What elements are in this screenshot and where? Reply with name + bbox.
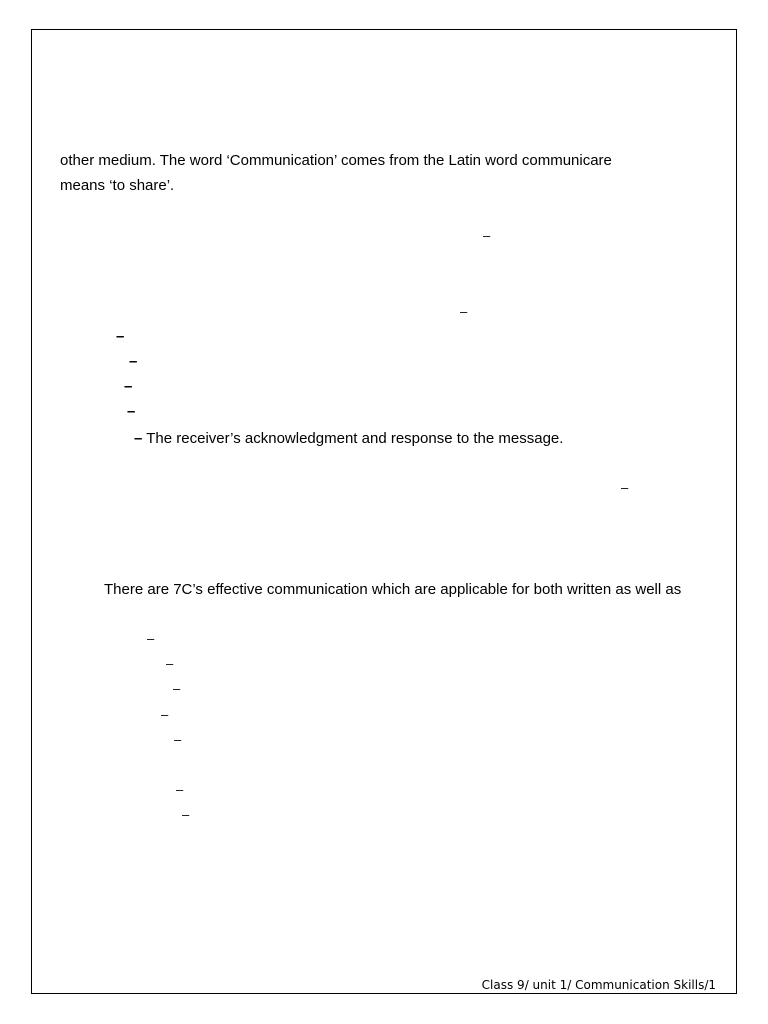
dash-marker: – bbox=[124, 378, 133, 395]
body-text-line: other medium. The word ‘Communication’ comes from the Latin word communicare bbox=[60, 152, 612, 169]
dash-marker: – bbox=[173, 681, 181, 696]
seven-cs-intro: There are 7C’s effective communication which are applicable for both written as well as bbox=[104, 581, 682, 598]
dash-marker: – bbox=[621, 480, 629, 495]
dash-marker: – bbox=[129, 353, 138, 370]
dash-marker: – bbox=[161, 707, 169, 722]
body-text-line: means ‘to share’. bbox=[60, 177, 175, 194]
page-footer: Class 9/ unit 1/ Communication Skills/1 bbox=[481, 978, 716, 992]
dash-marker: – bbox=[460, 304, 468, 319]
dash-marker: – bbox=[134, 430, 143, 447]
dash-marker: – bbox=[116, 328, 125, 345]
response-list-item bbox=[134, 430, 563, 448]
dash-marker: – bbox=[483, 228, 491, 243]
dash-marker: – bbox=[127, 403, 136, 420]
response-text: The receiver’s acknowledgment and response to the message. bbox=[146, 430, 564, 447]
dash-marker: – bbox=[176, 782, 184, 797]
dash-marker: – bbox=[174, 732, 182, 747]
dash-marker: – bbox=[182, 807, 190, 822]
dash-marker: – bbox=[147, 631, 155, 646]
dash-marker: – bbox=[166, 656, 174, 671]
page-border bbox=[31, 29, 737, 994]
